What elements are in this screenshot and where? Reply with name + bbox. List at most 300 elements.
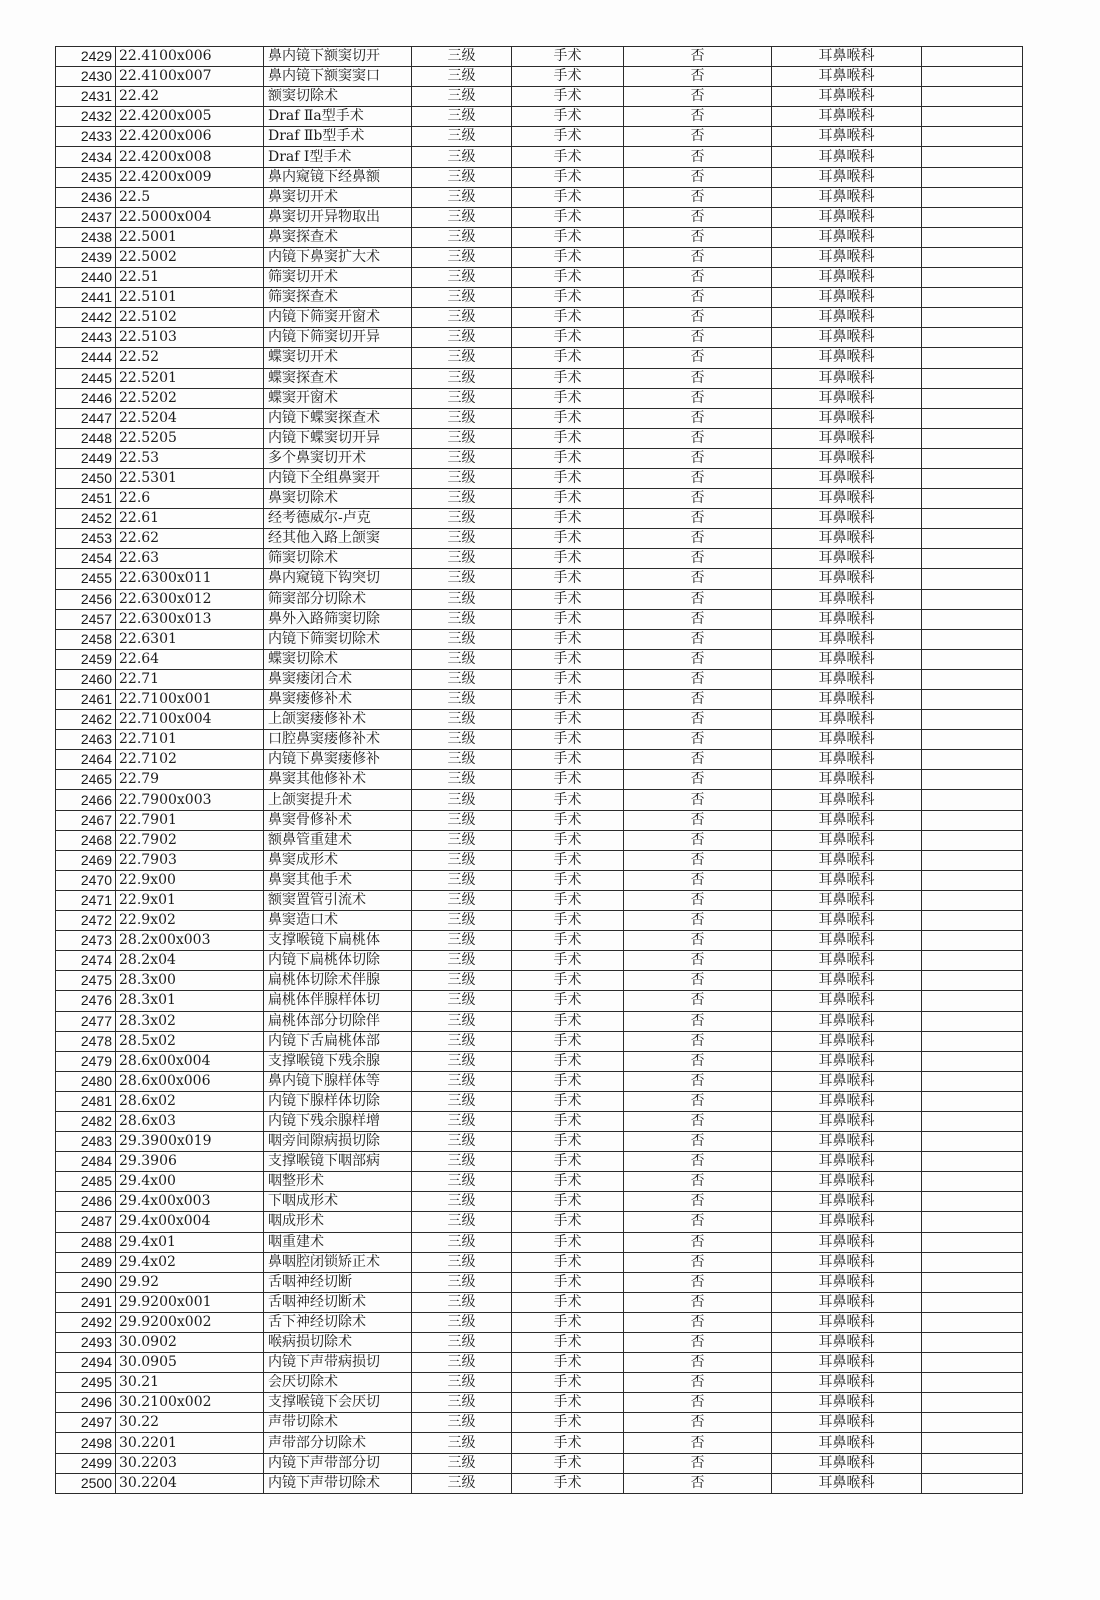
row-number-cell: 2445 (56, 368, 116, 388)
flag-cell: 否 (624, 669, 772, 689)
department-cell: 耳鼻喉科 (772, 850, 922, 870)
procedure-code-cell: 22.5101 (116, 288, 264, 308)
table-row (56, 810, 1023, 830)
flag-cell: 否 (624, 951, 772, 971)
procedure-code-cell: 22.6301 (116, 629, 264, 649)
procedure-code-cell: 30.0902 (116, 1333, 264, 1353)
notes-cell (922, 870, 1023, 890)
notes-cell (922, 509, 1023, 529)
notes-cell (922, 931, 1023, 951)
notes-cell (922, 1071, 1023, 1091)
notes-cell (922, 1252, 1023, 1272)
department-cell: 耳鼻喉科 (772, 609, 922, 629)
row-number-cell: 2500 (56, 1473, 116, 1493)
procedure-code-cell: 22.4200x006 (116, 127, 264, 147)
table-row (56, 1272, 1023, 1292)
notes-cell (922, 810, 1023, 830)
row-number-cell: 2476 (56, 991, 116, 1011)
flag-cell: 否 (624, 1011, 772, 1031)
procedure-code-cell: 22.51 (116, 268, 264, 288)
flag-cell: 否 (624, 1453, 772, 1473)
row-number-cell: 2454 (56, 549, 116, 569)
department-cell: 耳鼻喉科 (772, 770, 922, 790)
table-row (56, 549, 1023, 569)
procedure-code-cell: 22.52 (116, 348, 264, 368)
procedure-level-cell: 三级 (412, 1212, 512, 1232)
procedure-name-cell: 舌咽神经切断 (264, 1272, 412, 1292)
row-number-cell: 2469 (56, 850, 116, 870)
procedure-type-cell: 手术 (512, 1051, 624, 1071)
flag-cell: 否 (624, 1192, 772, 1212)
procedure-type-cell: 手术 (512, 1373, 624, 1393)
procedure-type-cell: 手术 (512, 890, 624, 910)
department-cell: 耳鼻喉科 (772, 127, 922, 147)
procedure-name-cell: 内镜下鼻窦扩大术 (264, 247, 412, 267)
department-cell: 耳鼻喉科 (772, 187, 922, 207)
procedure-type-cell: 手术 (512, 187, 624, 207)
table-row (56, 1232, 1023, 1252)
procedure-type-cell: 手术 (512, 1272, 624, 1292)
procedure-type-cell: 手术 (512, 127, 624, 147)
procedure-name-cell: 鼻窦骨修补术 (264, 810, 412, 830)
flag-cell: 否 (624, 328, 772, 348)
row-number-cell: 2460 (56, 669, 116, 689)
procedure-type-cell: 手术 (512, 830, 624, 850)
flag-cell: 否 (624, 1312, 772, 1332)
table-row (56, 1393, 1023, 1413)
procedure-level-cell: 三级 (412, 730, 512, 750)
notes-cell (922, 187, 1023, 207)
procedure-type-cell: 手术 (512, 509, 624, 529)
procedure-level-cell: 三级 (412, 770, 512, 790)
department-cell: 耳鼻喉科 (772, 1091, 922, 1111)
notes-cell (922, 268, 1023, 288)
table-row (56, 1413, 1023, 1433)
table-row (56, 167, 1023, 187)
table-row (56, 649, 1023, 669)
procedure-type-cell: 手术 (512, 1473, 624, 1493)
procedure-name-cell: 扁桃体切除术伴腺 (264, 971, 412, 991)
notes-cell (922, 247, 1023, 267)
procedure-level-cell: 三级 (412, 127, 512, 147)
table-row (56, 790, 1023, 810)
procedure-code-cell: 22.5103 (116, 328, 264, 348)
department-cell: 耳鼻喉科 (772, 1353, 922, 1373)
procedure-code-cell: 22.7100x001 (116, 690, 264, 710)
procedure-name-cell: 内镜下筛窦切开异 (264, 328, 412, 348)
department-cell: 耳鼻喉科 (772, 388, 922, 408)
procedure-level-cell: 三级 (412, 810, 512, 830)
table-row (56, 669, 1023, 689)
procedure-type-cell: 手术 (512, 1292, 624, 1312)
department-cell: 耳鼻喉科 (772, 1192, 922, 1212)
procedure-level-cell: 三级 (412, 1453, 512, 1473)
flag-cell: 否 (624, 1252, 772, 1272)
row-number-cell: 2458 (56, 629, 116, 649)
notes-cell (922, 629, 1023, 649)
procedure-type-cell: 手术 (512, 931, 624, 951)
procedure-name-cell: 舌咽神经切断术 (264, 1292, 412, 1312)
department-cell: 耳鼻喉科 (772, 87, 922, 107)
department-cell: 耳鼻喉科 (772, 951, 922, 971)
row-number-cell: 2440 (56, 268, 116, 288)
flag-cell: 否 (624, 750, 772, 770)
procedure-level-cell: 三级 (412, 609, 512, 629)
notes-cell (922, 288, 1023, 308)
procedure-code-cell: 22.5301 (116, 468, 264, 488)
flag-cell: 否 (624, 971, 772, 991)
flag-cell: 否 (624, 810, 772, 830)
row-number-cell: 2494 (56, 1353, 116, 1373)
row-number-cell: 2468 (56, 830, 116, 850)
table-row (56, 569, 1023, 589)
row-number-cell: 2443 (56, 328, 116, 348)
procedure-code-cell: 22.9x00 (116, 870, 264, 890)
procedure-code-cell: 29.3906 (116, 1152, 264, 1172)
procedure-name-cell: 鼻外入路筛窦切除 (264, 609, 412, 629)
row-number-cell: 2488 (56, 1232, 116, 1252)
department-cell: 耳鼻喉科 (772, 810, 922, 830)
procedure-type-cell: 手术 (512, 489, 624, 509)
flag-cell: 否 (624, 1473, 772, 1493)
procedure-name-cell: 内镜下蝶窦切开异 (264, 428, 412, 448)
table-row (56, 67, 1023, 87)
table-row (56, 629, 1023, 649)
row-number-cell: 2480 (56, 1071, 116, 1091)
notes-cell (922, 790, 1023, 810)
procedure-code-cell: 22.62 (116, 529, 264, 549)
procedure-level-cell: 三级 (412, 1132, 512, 1152)
procedure-name-cell: 蝶窦开窗术 (264, 388, 412, 408)
procedure-type-cell: 手术 (512, 167, 624, 187)
table-row (56, 1132, 1023, 1152)
notes-cell (922, 1292, 1023, 1312)
procedure-type-cell: 手术 (512, 690, 624, 710)
procedure-name-cell: 鼻内镜下额窦切开 (264, 47, 412, 67)
procedure-code-cell: 22.5204 (116, 408, 264, 428)
procedure-code-cell: 30.2204 (116, 1473, 264, 1493)
notes-cell (922, 1433, 1023, 1453)
row-number-cell: 2463 (56, 730, 116, 750)
procedure-level-cell: 三级 (412, 951, 512, 971)
department-cell: 耳鼻喉科 (772, 368, 922, 388)
procedure-type-cell: 手术 (512, 951, 624, 971)
table-body (56, 47, 1023, 1494)
procedure-level-cell: 三级 (412, 288, 512, 308)
row-number-cell: 2461 (56, 690, 116, 710)
procedure-level-cell: 三级 (412, 649, 512, 669)
procedure-level-cell: 三级 (412, 489, 512, 509)
table-row (56, 47, 1023, 67)
procedure-type-cell: 手术 (512, 1152, 624, 1172)
procedure-type-cell: 手术 (512, 710, 624, 730)
procedure-code-cell: 22.7100x004 (116, 710, 264, 730)
procedure-type-cell: 手术 (512, 649, 624, 669)
procedure-code-cell: 30.21 (116, 1373, 264, 1393)
notes-cell (922, 107, 1023, 127)
department-cell: 耳鼻喉科 (772, 408, 922, 428)
procedure-type-cell: 手术 (512, 911, 624, 931)
notes-cell (922, 1312, 1023, 1332)
procedure-code-cell: 22.4200x009 (116, 167, 264, 187)
table-row (56, 489, 1023, 509)
procedure-code-cell: 29.9200x001 (116, 1292, 264, 1312)
department-cell: 耳鼻喉科 (772, 870, 922, 890)
procedure-code-cell: 22.7900x003 (116, 790, 264, 810)
row-number-cell: 2451 (56, 489, 116, 509)
procedure-type-cell: 手术 (512, 227, 624, 247)
procedure-level-cell: 三级 (412, 1333, 512, 1353)
procedure-code-cell: 28.2x00x003 (116, 931, 264, 951)
procedure-name-cell: 声带部分切除术 (264, 1433, 412, 1453)
row-number-cell: 2446 (56, 388, 116, 408)
procedure-table (55, 46, 1023, 1494)
row-number-cell: 2442 (56, 308, 116, 328)
flag-cell: 否 (624, 348, 772, 368)
procedure-type-cell: 手术 (512, 1252, 624, 1272)
procedure-name-cell: 鼻窦探查术 (264, 227, 412, 247)
procedure-name-cell: 内镜下蝶窦探查术 (264, 408, 412, 428)
procedure-code-cell: 29.4x00 (116, 1172, 264, 1192)
table-row (56, 1433, 1023, 1453)
notes-cell (922, 489, 1023, 509)
procedure-code-cell: 28.5x02 (116, 1031, 264, 1051)
notes-cell (922, 408, 1023, 428)
department-cell: 耳鼻喉科 (772, 1172, 922, 1192)
procedure-type-cell: 手术 (512, 1172, 624, 1192)
notes-cell (922, 1353, 1023, 1373)
row-number-cell: 2495 (56, 1373, 116, 1393)
notes-cell (922, 1473, 1023, 1493)
procedure-name-cell: 咽整形术 (264, 1172, 412, 1192)
procedure-name-cell: 额鼻管重建术 (264, 830, 412, 850)
row-number-cell: 2491 (56, 1292, 116, 1312)
procedure-name-cell: 筛窦切开术 (264, 268, 412, 288)
procedure-name-cell: 舌下神经切除术 (264, 1312, 412, 1332)
row-number-cell: 2482 (56, 1111, 116, 1131)
notes-cell (922, 1393, 1023, 1413)
table-row (56, 348, 1023, 368)
row-number-cell: 2434 (56, 147, 116, 167)
row-number-cell: 2473 (56, 931, 116, 951)
procedure-level-cell: 三级 (412, 1031, 512, 1051)
department-cell: 耳鼻喉科 (772, 1272, 922, 1292)
flag-cell: 否 (624, 1071, 772, 1091)
row-number-cell: 2493 (56, 1333, 116, 1353)
procedure-code-cell: 22.5 (116, 187, 264, 207)
department-cell: 耳鼻喉科 (772, 1232, 922, 1252)
procedure-level-cell: 三级 (412, 1272, 512, 1292)
table-row (56, 1152, 1023, 1172)
notes-cell (922, 690, 1023, 710)
table-row (56, 1292, 1023, 1312)
procedure-level-cell: 三级 (412, 931, 512, 951)
procedure-code-cell: 22.6300x012 (116, 589, 264, 609)
department-cell: 耳鼻喉科 (772, 589, 922, 609)
procedure-level-cell: 三级 (412, 328, 512, 348)
flag-cell: 否 (624, 489, 772, 509)
flag-cell: 否 (624, 1393, 772, 1413)
department-cell: 耳鼻喉科 (772, 710, 922, 730)
department-cell: 耳鼻喉科 (772, 1473, 922, 1493)
department-cell: 耳鼻喉科 (772, 1152, 922, 1172)
row-number-cell: 2490 (56, 1272, 116, 1292)
procedure-name-cell: 内镜下舌扁桃体部 (264, 1031, 412, 1051)
procedure-code-cell: 22.5201 (116, 368, 264, 388)
flag-cell: 否 (624, 1212, 772, 1232)
department-cell: 耳鼻喉科 (772, 468, 922, 488)
procedure-code-cell: 28.3x00 (116, 971, 264, 991)
procedure-name-cell: 经考德威尔-卢克 (264, 509, 412, 529)
table-row (56, 1051, 1023, 1071)
procedure-type-cell: 手术 (512, 468, 624, 488)
procedure-name-cell: 蝶窦切除术 (264, 649, 412, 669)
notes-cell (922, 348, 1023, 368)
department-cell: 耳鼻喉科 (772, 268, 922, 288)
flag-cell: 否 (624, 207, 772, 227)
flag-cell: 否 (624, 1333, 772, 1353)
flag-cell: 否 (624, 690, 772, 710)
procedure-code-cell: 22.6300x011 (116, 569, 264, 589)
procedure-level-cell: 三级 (412, 167, 512, 187)
notes-cell (922, 1132, 1023, 1152)
procedure-type-cell: 手术 (512, 549, 624, 569)
table-row (56, 690, 1023, 710)
procedure-name-cell: 鼻内镜下腺样体等 (264, 1071, 412, 1091)
row-number-cell: 2465 (56, 770, 116, 790)
flag-cell: 否 (624, 710, 772, 730)
department-cell: 耳鼻喉科 (772, 1453, 922, 1473)
department-cell: 耳鼻喉科 (772, 167, 922, 187)
department-cell: 耳鼻喉科 (772, 890, 922, 910)
table-row (56, 1473, 1023, 1493)
row-number-cell: 2492 (56, 1312, 116, 1332)
department-cell: 耳鼻喉科 (772, 1252, 922, 1272)
flag-cell: 否 (624, 1111, 772, 1131)
table-row (56, 1192, 1023, 1212)
row-number-cell: 2474 (56, 951, 116, 971)
notes-cell (922, 1212, 1023, 1232)
flag-cell: 否 (624, 1132, 772, 1152)
procedure-code-cell: 22.42 (116, 87, 264, 107)
flag-cell: 否 (624, 890, 772, 910)
procedure-name-cell: 内镜下残余腺样增 (264, 1111, 412, 1131)
procedure-code-cell: 30.2100x002 (116, 1393, 264, 1413)
flag-cell: 否 (624, 147, 772, 167)
table-row (56, 1212, 1023, 1232)
notes-cell (922, 1091, 1023, 1111)
procedure-name-cell: 额窦置管引流术 (264, 890, 412, 910)
table-row (56, 388, 1023, 408)
flag-cell: 否 (624, 87, 772, 107)
flag-cell: 否 (624, 1091, 772, 1111)
procedure-level-cell: 三级 (412, 388, 512, 408)
procedure-type-cell: 手术 (512, 348, 624, 368)
procedure-level-cell: 三级 (412, 911, 512, 931)
department-cell: 耳鼻喉科 (772, 1051, 922, 1071)
table-row (56, 428, 1023, 448)
procedure-level-cell: 三级 (412, 1152, 512, 1172)
procedure-code-cell: 22.7903 (116, 850, 264, 870)
row-number-cell: 2487 (56, 1212, 116, 1232)
procedure-name-cell: 多个鼻窦切开术 (264, 448, 412, 468)
procedure-level-cell: 三级 (412, 549, 512, 569)
row-number-cell: 2484 (56, 1152, 116, 1172)
department-cell: 耳鼻喉科 (772, 649, 922, 669)
department-cell: 耳鼻喉科 (772, 1413, 922, 1433)
notes-cell (922, 710, 1023, 730)
procedure-name-cell: 筛窦切除术 (264, 549, 412, 569)
notes-cell (922, 589, 1023, 609)
row-number-cell: 2429 (56, 47, 116, 67)
table-row (56, 207, 1023, 227)
procedure-name-cell: 内镜下筛窦开窗术 (264, 308, 412, 328)
row-number-cell: 2459 (56, 649, 116, 669)
procedure-code-cell: 22.5000x004 (116, 207, 264, 227)
table-row (56, 750, 1023, 770)
table-row (56, 850, 1023, 870)
flag-cell: 否 (624, 1031, 772, 1051)
procedure-code-cell: 22.5002 (116, 247, 264, 267)
procedure-level-cell: 三级 (412, 1091, 512, 1111)
procedure-code-cell: 29.92 (116, 1272, 264, 1292)
flag-cell: 否 (624, 1152, 772, 1172)
notes-cell (922, 227, 1023, 247)
notes-cell (922, 730, 1023, 750)
row-number-cell: 2475 (56, 971, 116, 991)
flag-cell: 否 (624, 47, 772, 67)
row-number-cell: 2441 (56, 288, 116, 308)
row-number-cell: 2477 (56, 1011, 116, 1031)
table-row (56, 1312, 1023, 1332)
procedure-name-cell: 咽重建术 (264, 1232, 412, 1252)
procedure-type-cell: 手术 (512, 569, 624, 589)
table-row (56, 870, 1023, 890)
procedure-type-cell: 手术 (512, 1192, 624, 1212)
procedure-name-cell: Draf Ⅱa型手术 (264, 107, 412, 127)
row-number-cell: 2466 (56, 790, 116, 810)
procedure-code-cell: 22.64 (116, 649, 264, 669)
notes-cell (922, 1413, 1023, 1433)
flag-cell: 否 (624, 609, 772, 629)
procedure-level-cell: 三级 (412, 1252, 512, 1272)
notes-cell (922, 1111, 1023, 1131)
procedure-code-cell: 28.6x03 (116, 1111, 264, 1131)
procedure-type-cell: 手术 (512, 87, 624, 107)
department-cell: 耳鼻喉科 (772, 669, 922, 689)
table-row (56, 991, 1023, 1011)
table-row (56, 710, 1023, 730)
flag-cell: 否 (624, 107, 772, 127)
procedure-level-cell: 三级 (412, 1312, 512, 1332)
procedure-code-cell: 22.61 (116, 509, 264, 529)
procedure-code-cell: 22.71 (116, 669, 264, 689)
procedure-type-cell: 手术 (512, 850, 624, 870)
procedure-name-cell: 下咽成形术 (264, 1192, 412, 1212)
flag-cell: 否 (624, 67, 772, 87)
procedure-name-cell: 鼻内窥镜下钩突切 (264, 569, 412, 589)
table-row (56, 1172, 1023, 1192)
table-row (56, 730, 1023, 750)
row-number-cell: 2498 (56, 1433, 116, 1453)
procedure-level-cell: 三级 (412, 1011, 512, 1031)
procedure-level-cell: 三级 (412, 509, 512, 529)
row-number-cell: 2456 (56, 589, 116, 609)
procedure-level-cell: 三级 (412, 247, 512, 267)
flag-cell: 否 (624, 1413, 772, 1433)
procedure-level-cell: 三级 (412, 991, 512, 1011)
notes-cell (922, 87, 1023, 107)
